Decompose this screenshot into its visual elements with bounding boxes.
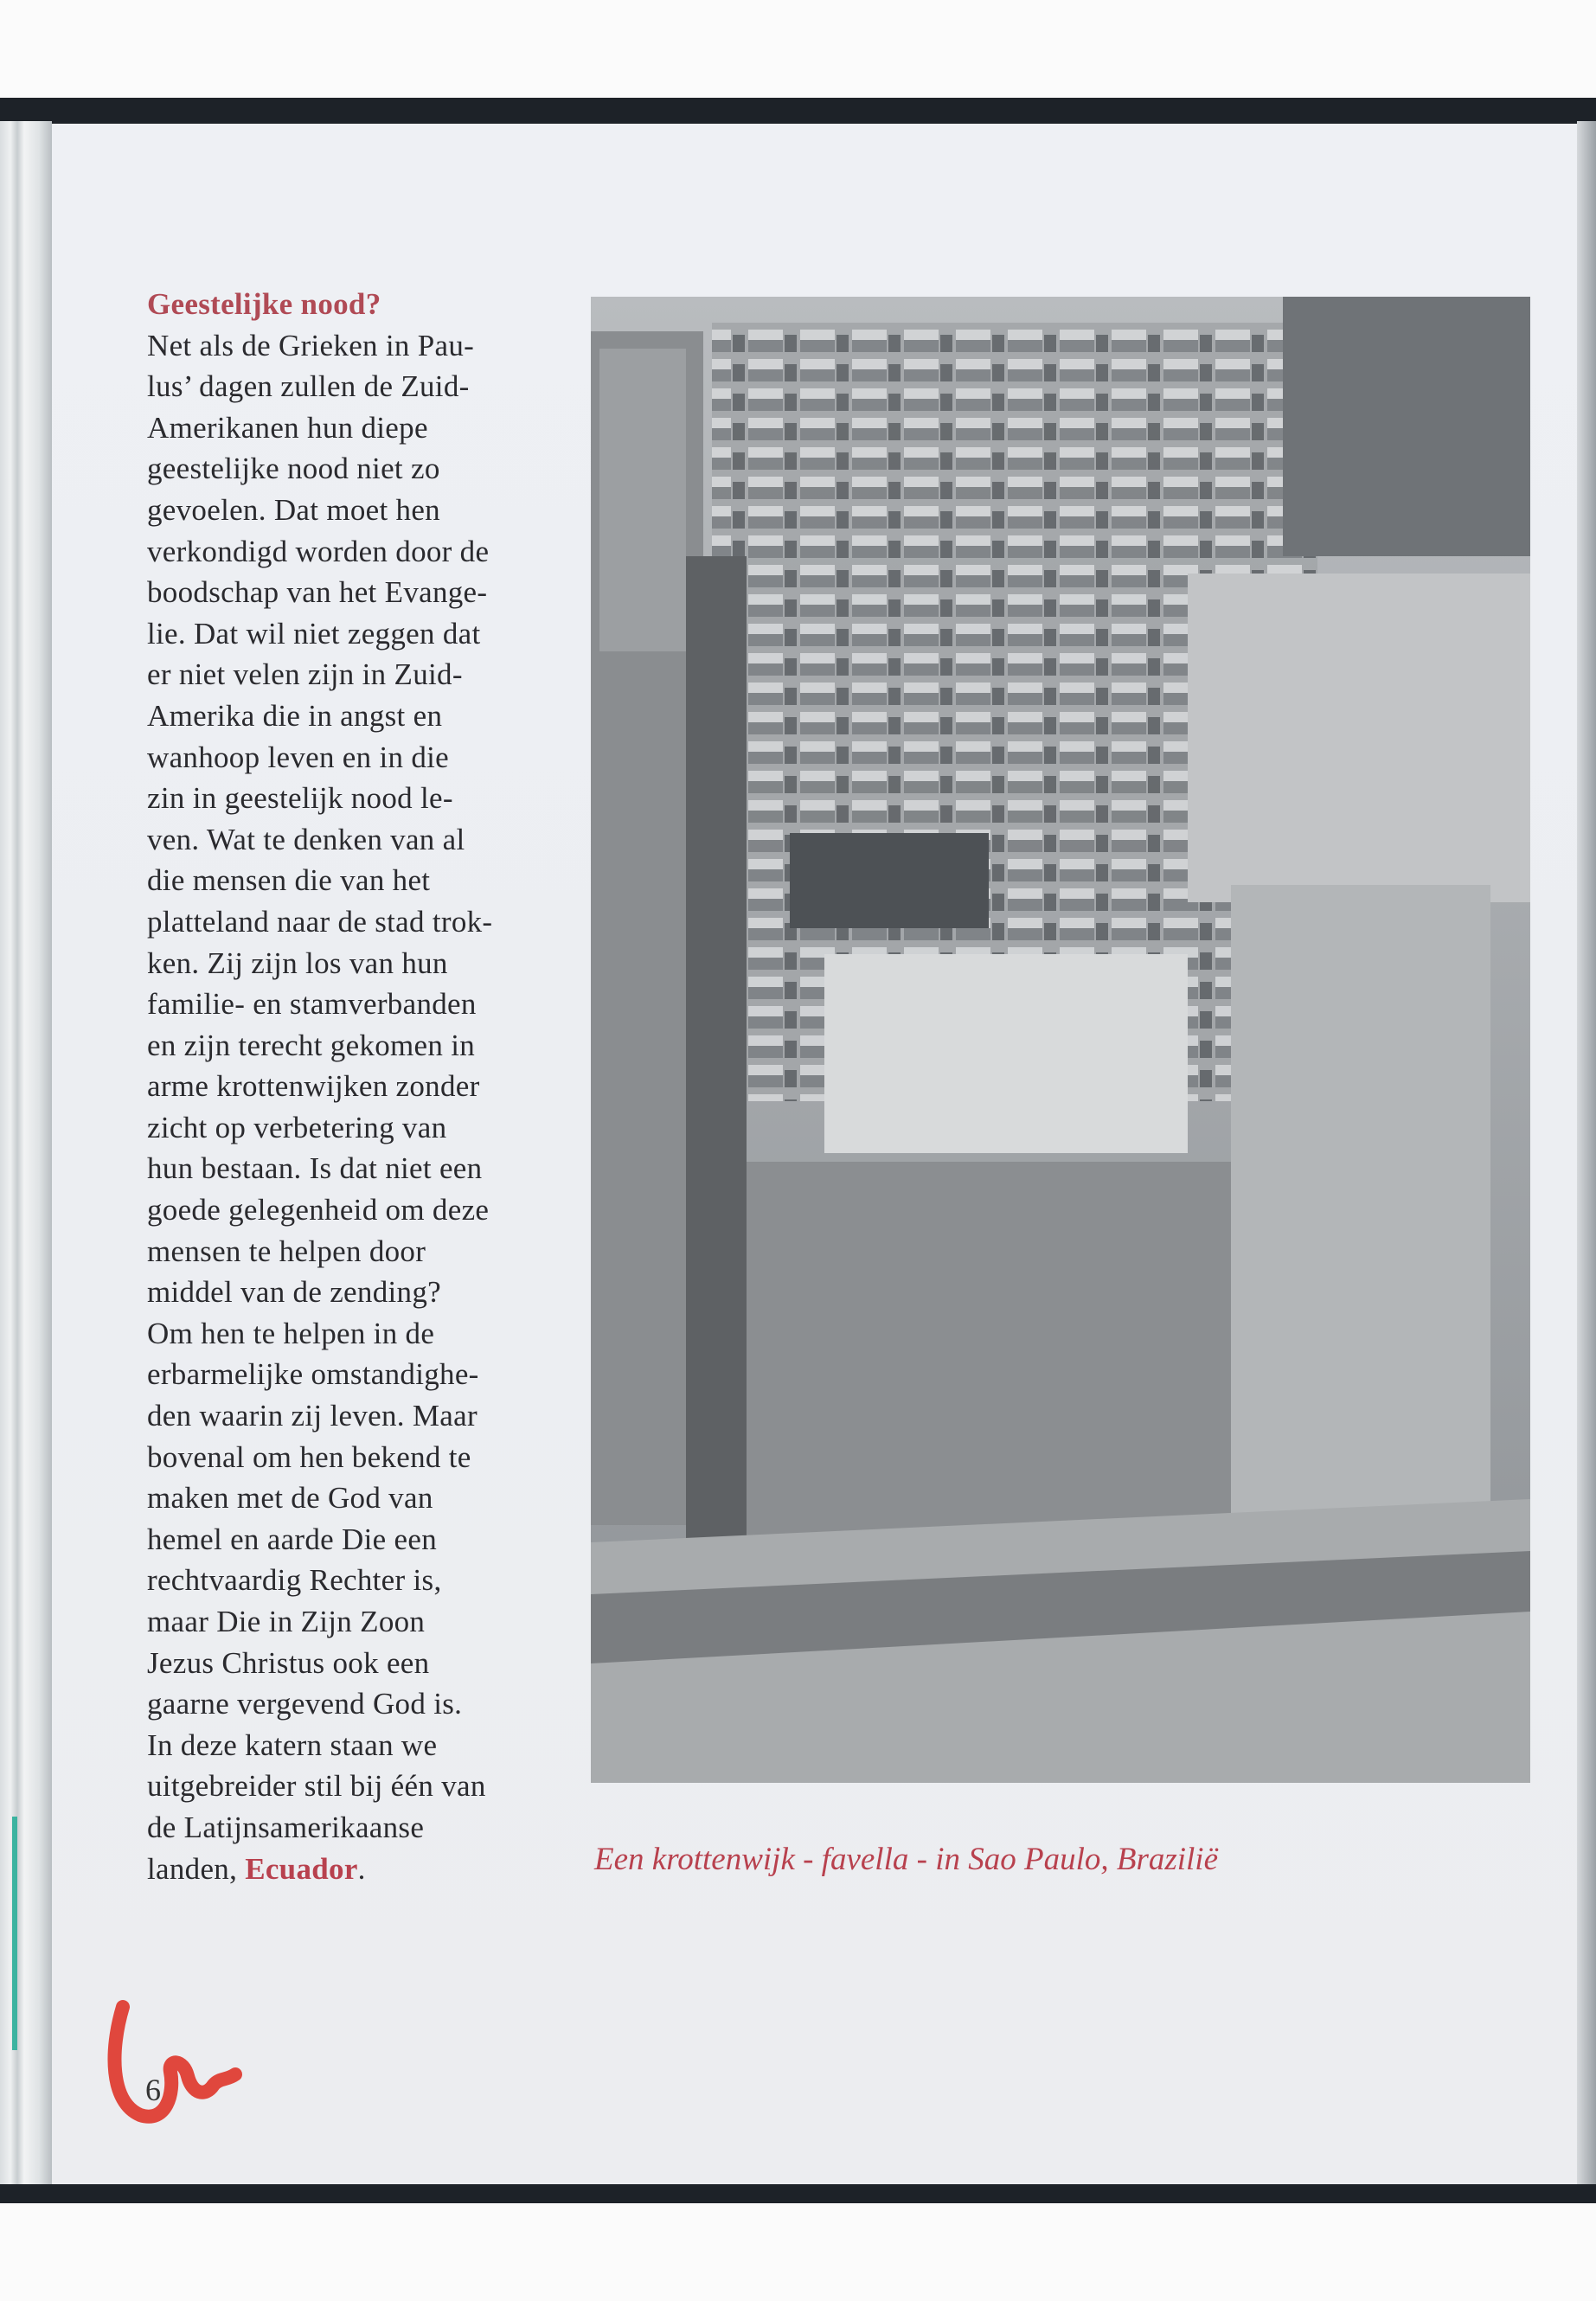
article-heading: Geestelijke nood? (147, 287, 381, 321)
article-line: zicht op verbetering van (147, 1110, 447, 1144)
article-column (147, 284, 554, 1889)
article-line: de Latijnsamerikaanse (147, 1810, 425, 1844)
scan-border-bottom (0, 2184, 1596, 2203)
article-line: gevoelen. Dat moet hen (147, 492, 440, 527)
teal-page-edge (12, 1817, 17, 2050)
favela-photo (591, 297, 1530, 1783)
article-line: die mensen die van het (147, 863, 431, 898)
article-line: maar Die in Zijn Zoon (147, 1605, 426, 1638)
article-line: uitgebreider stil bij één van (147, 1769, 486, 1804)
article-line: boodschap van het Evange- (147, 575, 488, 610)
book-edge-right (1577, 121, 1596, 2189)
publisher-logo-icon (106, 1998, 244, 2124)
article-line: bovenal om hen bekend te (147, 1439, 471, 1474)
article-line: Jezus Christus ook een (147, 1645, 430, 1680)
article-line: geestelijke nood niet zo (147, 452, 440, 486)
photo-caption: Een krottenwijk - favella - in Sao Paulo, Brazilië (594, 1842, 1219, 1877)
last-line-period: . (357, 1851, 366, 1886)
article-line: ven. Wat te denken van al (147, 822, 465, 856)
last-line-text: landen, (147, 1851, 246, 1886)
article-line: gaarne vergevend God is. (147, 1687, 463, 1721)
article-line: lie. Dat wil niet zeggen dat (147, 616, 481, 651)
article-line: Om hen te helpen in de (147, 1316, 435, 1350)
article-line: Net als de Grieken in Pau- (147, 328, 475, 362)
article-line: platteland naar de stad trok- (147, 904, 493, 939)
page-number: 6 (145, 2073, 161, 2107)
article-body (147, 325, 554, 1849)
article-line: Amerika die in angst en (147, 698, 443, 733)
article-line: hun bestaan. Is dat niet een (147, 1151, 483, 1186)
scan-border-top (0, 98, 1596, 124)
book-edge-left (0, 121, 52, 2189)
article-line: familie- en stamverbanden (147, 987, 477, 1022)
article-line: In deze katern staan we (147, 1727, 438, 1762)
country-highlight: Ecuador (245, 1851, 358, 1886)
article-line: erbarmelijke omstandighe- (147, 1357, 479, 1392)
article-line: arme krottenwijken zonder (147, 1069, 480, 1104)
article-line: den waarin zij leven. Maar (147, 1399, 478, 1433)
article-line: hemel en aarde Die een (147, 1522, 438, 1556)
article-last-line (147, 1849, 554, 1890)
article-line: en zijn terecht gekomen in (147, 1028, 476, 1062)
article-line: maken met de God van (147, 1481, 433, 1516)
article-line: Amerikanen hun diepe (147, 410, 428, 445)
article-line: goede gelegenheid om deze (147, 1193, 490, 1227)
article-line: zin in geestelijk nood le- (147, 781, 453, 816)
article-line: middel van de zending? (147, 1275, 441, 1310)
article-line: ken. Zij zijn los van hun (147, 945, 448, 980)
article-line: mensen te helpen door (147, 1234, 426, 1268)
article-line: er niet velen zijn in Zuid- (147, 657, 463, 692)
article-line: rechtvaardig Rechter is, (147, 1563, 442, 1598)
article-line: wanhoop leven en in die (147, 740, 450, 774)
article-line: verkondigd worden door de (147, 534, 490, 568)
article-line: lus’ dagen zullen de Zuid- (147, 369, 470, 404)
